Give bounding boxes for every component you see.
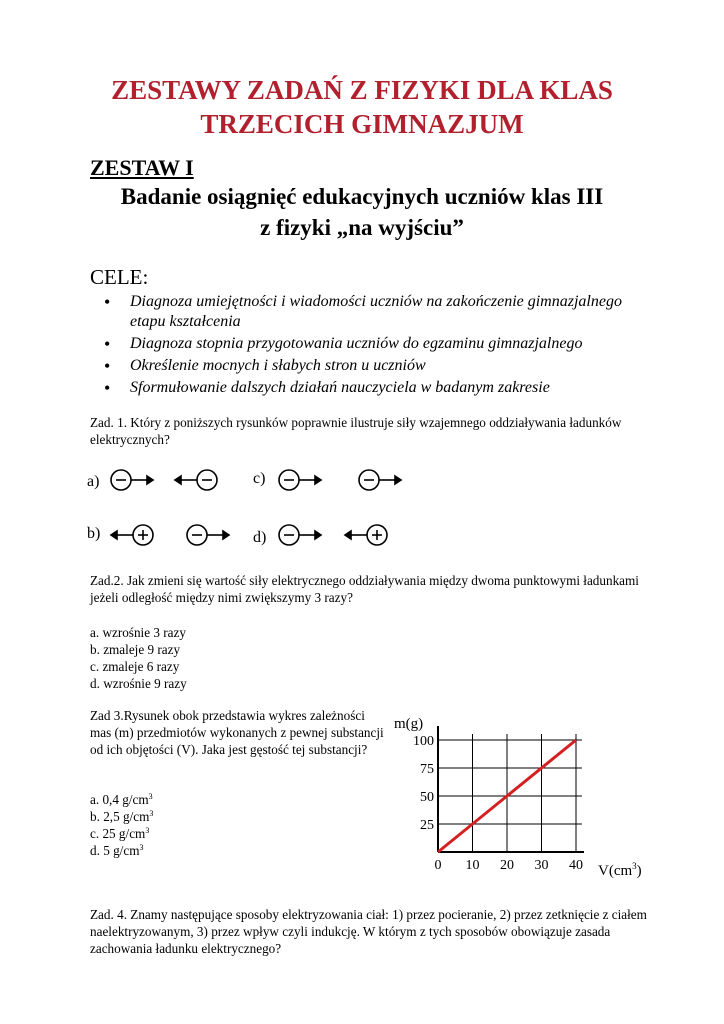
q1-figures <box>85 458 425 558</box>
goal-item: • Diagnoza umiejętności i wiadomości uczniów na zakończenie gimnazjalnego etapu kształcenia <box>100 292 660 332</box>
q2-option-c: c. zmaleje 6 razy <box>90 659 180 674</box>
q1-label-c: c) <box>253 470 266 487</box>
q1-label-b: b) <box>87 525 101 542</box>
x-tick-label: 30 <box>534 858 549 873</box>
y-tick-label: 75 <box>420 762 434 777</box>
goals-list <box>100 292 660 400</box>
q1-a-right-charge <box>175 470 217 490</box>
q2-text: Zad.2. Jak zmieni się wartość siły elektrycznego oddziaływania między dwoma punktowymi ładunkami jeżeli odległość między nimi zwiększymy 3 razy? <box>90 573 639 605</box>
q1-c-left-charge <box>279 470 321 490</box>
q3-option-a: a. 0,4 $g/cm^3$ <box>90 792 153 807</box>
q3-mass-volume-chart <box>380 712 660 882</box>
zestaw-label: ZESTAW I <box>90 155 194 180</box>
q1-d-right-charge <box>345 525 387 545</box>
y-tick-label: 50 <box>420 790 434 805</box>
goal-item: • Diagnoza stopnia przygotowania uczniów do egzaminu gimnazjalnego <box>100 334 660 354</box>
q1-a-left-charge <box>111 470 153 490</box>
goal-item: • Określenie mocnych i słabych stron u uczniów <box>100 356 660 376</box>
q3-option-d: d. 5 $g/cm^3$ <box>90 843 144 858</box>
q2-option-d: d. wzrośnie 9 razy <box>90 676 187 691</box>
goal-item: • Sformułowanie dalszych działań nauczyciela w badanym zakresie <box>100 378 660 398</box>
q1-label-d: d) <box>253 529 267 546</box>
q1-b-left-charge <box>111 525 153 545</box>
x-tick-label: 10 <box>465 858 480 873</box>
q1-text: Zad. 1. Który z poniższych rysunków poprawnie ilustruje siły wzajemnego oddziaływania ładunków elektrycznych? <box>90 415 622 447</box>
subtitle-line1: Badanie osiągnięć edukacyjnych uczniów klas III <box>120 184 604 209</box>
chart-y-axis-label: m(g) <box>394 716 424 732</box>
x-tick-label: 20 <box>500 858 514 873</box>
q2-option-a: a. wzrośnie 3 razy <box>90 625 186 640</box>
q1-b-right-charge <box>187 525 229 545</box>
q3-text: Zad 3.Rysunek obok przedstawia wykres zależności mas (m) przedmiotów wykonanych z pewnej substancji od ich objętości (V). Jaka jest gęstość tej substancji? <box>90 708 384 757</box>
chart-y-ticks <box>413 734 434 833</box>
q3-option-c: c. 25 $g/cm^3$ <box>90 826 150 841</box>
q2-option-b: b. zmaleje 9 razy <box>90 642 181 657</box>
subtitle-line2: z fizyki „na wyjściu” <box>260 215 464 240</box>
q4-text: Zad. 4. Znamy następujące sposoby elektryzowania ciał: 1) przez pocieranie, 2) przez zetknięcie z ciałem naelektryzowanym, 3) przez wpływ czyli indukcję. W którym z tych sposobów obowiązuje zasada zachowania ładunku elektrycznego? <box>90 907 647 956</box>
chart-x-axis-label: $V(cm^3)$ <box>598 861 642 879</box>
doc-title-line2: TRZECICH GIMNAZJUM <box>200 109 524 139</box>
q3-option-b: b. 2,5 $g/cm^3$ <box>90 809 154 824</box>
chart-x-ticks <box>435 858 584 873</box>
q1-d-left-charge <box>279 525 321 545</box>
y-tick-label: 100 <box>413 734 434 749</box>
q1-c-right-charge <box>359 470 401 490</box>
x-tick-label: 0 <box>434 858 442 873</box>
q1-label-a: a) <box>87 473 100 490</box>
doc-title-line1: ZESTAWY ZADAŃ Z FIZYKI DLA KLAS <box>111 75 613 105</box>
y-tick-label: 25 <box>420 818 434 833</box>
cele-heading: CELE: <box>90 265 149 289</box>
x-tick-label: 40 <box>569 858 583 873</box>
